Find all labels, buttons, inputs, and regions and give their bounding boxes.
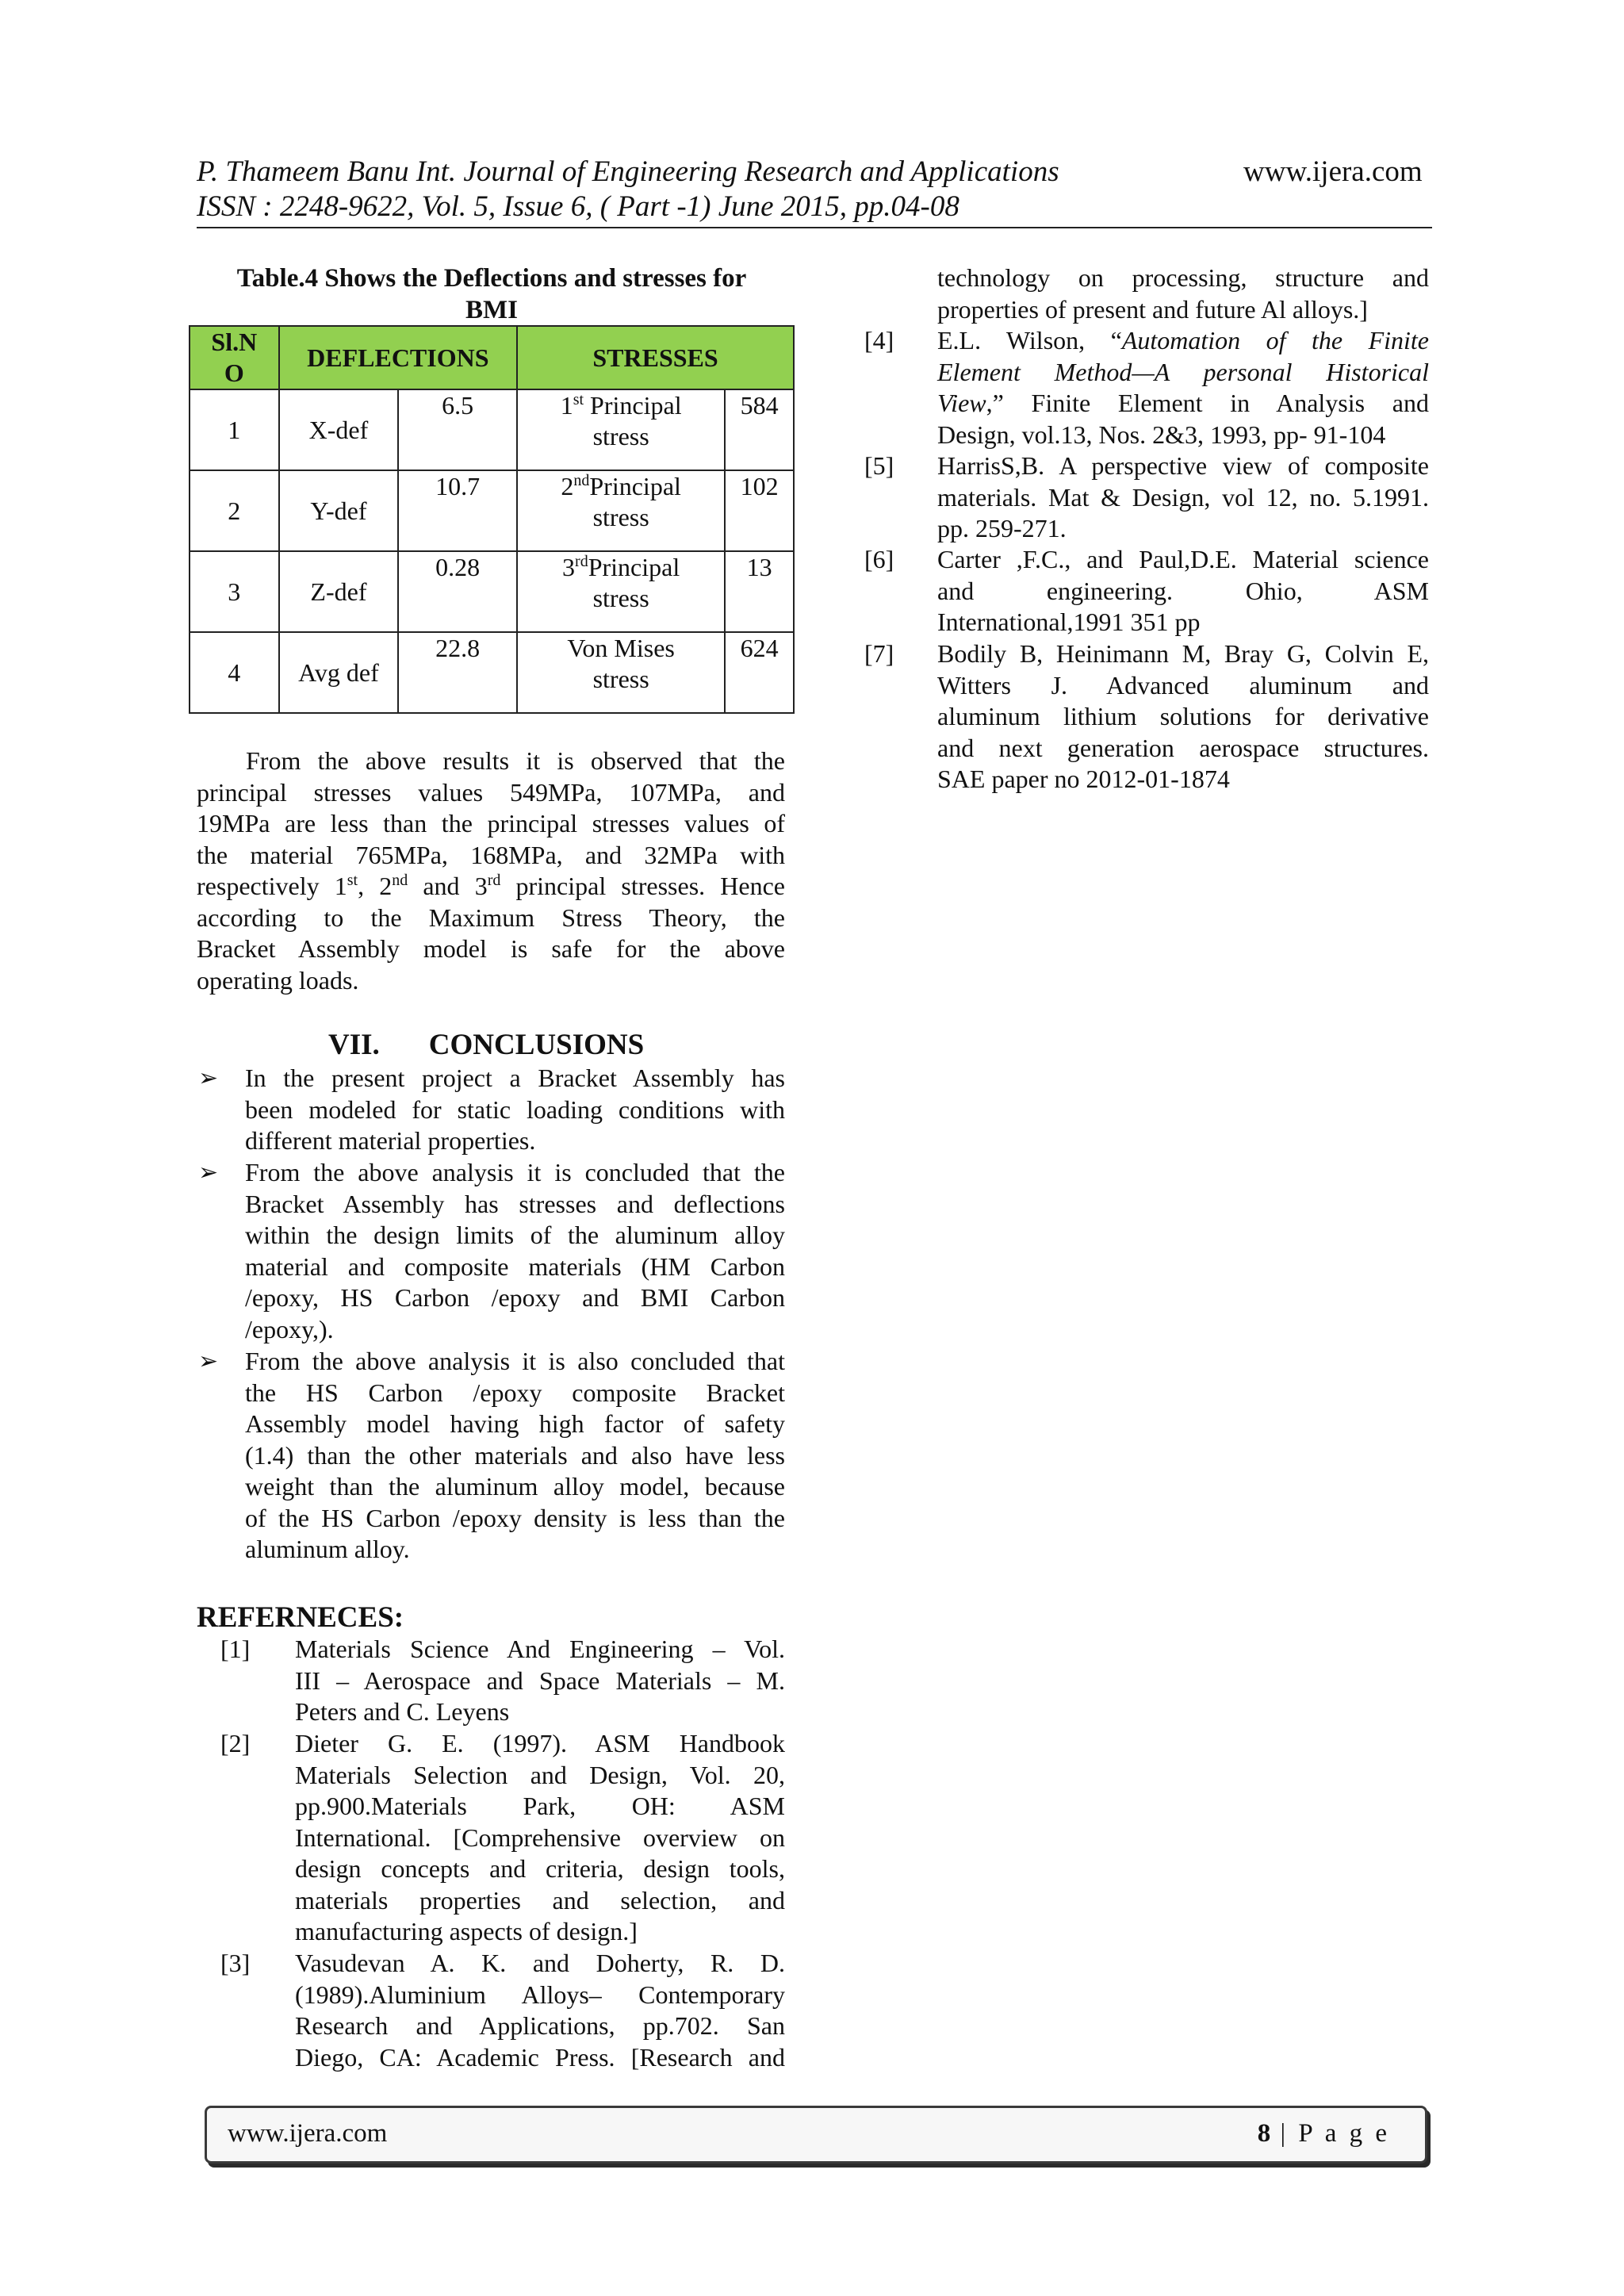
- conclusion-bullet: In the present project a Bracket Assembly has been modeled for static loading conditions with different material properties.: [245, 1064, 785, 1155]
- row-stress-name: 3rdPrincipal stress: [517, 551, 725, 632]
- reference-number: [1]: [220, 1635, 251, 1663]
- page-footer: [205, 2106, 1427, 2164]
- row-stress-value: 102: [725, 470, 794, 551]
- row-stress-name: Von Mises stress: [517, 632, 725, 713]
- row-sl: 2: [190, 470, 279, 551]
- reference-item: Vasudevan A. K. and Doherty, R. D. (1989).Aluminium Alloys– Contemporary Research and Applications, pp.702. San Diego, CA: Academic Press. [Research and: [295, 1949, 785, 2072]
- header-url[interactable]: www.ijera.com: [1243, 155, 1423, 188]
- conclusion-bullet: From the above analysis it is also concluded that the HS Carbon /epoxy composite Bracket Assembly model having high factor of safety (1.4) than the other materials and also have less weight than the aluminum alloy model, because of the HS Carbon /epoxy density is less than the aluminum alloy.: [245, 1347, 785, 1563]
- reference-item-continued: technology on processing, structure and properties of present and future Al alloys.]: [937, 263, 1429, 324]
- reference-item: Bodily B, Heinimann M, Bray G, Colvin E, Witters J. Advanced aluminum and aluminum lithium solutions for derivative and next generation aerospace structures. SAE paper no 2012-01-1874: [937, 639, 1429, 793]
- section-heading: [328, 1028, 644, 1063]
- row-def-name: Avg def: [279, 632, 399, 713]
- table-row: [190, 632, 794, 713]
- table-row: [190, 470, 794, 551]
- reference-number: [4]: [864, 326, 894, 355]
- reference-item: HarrisS,B. A perspective view of composite materials. Mat & Design, vol 12, no. 5.1991. pp. 259-271.: [937, 451, 1429, 542]
- footer-url[interactable]: www.ijera.com: [228, 2119, 388, 2148]
- deflection-stress-table: [189, 325, 795, 714]
- section-number: VII.: [328, 1029, 380, 1061]
- row-stress-value: 584: [725, 389, 794, 470]
- bullet-arrow-icon: ➢: [198, 1159, 219, 1186]
- bullet-arrow-icon: ➢: [198, 1065, 219, 1091]
- reference-number: [5]: [864, 451, 894, 480]
- row-sl: 4: [190, 632, 279, 713]
- header-sl-no: Sl.N O: [190, 326, 279, 389]
- results-paragraph: From the above results it is observed that the principal stresses values 549MPa, 107MPa, and 19MPa are less than the principal stresses values of the material 765MPa, 168MPa, and 32MPa with respectively 1st, 2nd and 3rd principal stresses. Hence according to the Maximum Stress Theory, the Bracket Assembly model is safe for the above operating loads.: [197, 746, 786, 995]
- row-stress-value: 13: [725, 551, 794, 632]
- table-header-row: [190, 326, 794, 389]
- issue-line: ISSN : 2248-9622, Vol. 5, Issue 6, ( Part -1) June 2015, pp.04-08: [197, 190, 959, 223]
- row-sl: 3: [190, 551, 279, 632]
- header-stresses: STRESSES: [517, 326, 794, 389]
- reference-item: E.L. Wilson, “Automation of the Finite Element Method—A personal Historical View,” Finite Element in Analysis and Design, vol.13, Nos. 2&3, 1993, pp- 91-104: [937, 326, 1430, 449]
- row-sl: 1: [190, 389, 279, 470]
- row-def-value: 22.8: [398, 632, 517, 713]
- bullet-arrow-icon: ➢: [198, 1348, 219, 1374]
- reference-number: [2]: [220, 1729, 251, 1757]
- row-stress-name: 2ndPrincipal stress: [517, 470, 725, 551]
- table-row: [190, 551, 794, 632]
- conclusion-bullet: From the above analysis it is concluded that the Bracket Assembly has stresses and deflections within the design limits of the aluminum alloy material and composite materials (HM Carbon /epoxy, HS Carbon /epoxy and BMI Carbon /epoxy,).: [245, 1158, 785, 1343]
- references-heading: REFERNECES:: [197, 1601, 404, 1634]
- reference-item: Dieter G. E. (1997). ASM Handbook Materials Selection and Design, Vol. 20, pp.900.Materials Park, OH: ASM International. [Comprehensive overview on design concepts and criteria, design tools, materials properties and selection, and manufacturing aspects of design.]: [295, 1729, 785, 1945]
- row-def-value: 0.28: [398, 551, 517, 632]
- row-def-name: Y-def: [279, 470, 399, 551]
- reference-number: [3]: [220, 1949, 251, 1977]
- row-stress-name: 1st Principal stress: [517, 389, 725, 470]
- table-row: [190, 389, 794, 470]
- journal-title: P. Thameem Banu Int. Journal of Engineering Research and Applications: [197, 155, 1059, 188]
- row-def-name: X-def: [279, 389, 399, 470]
- header-deflections: DEFLECTIONS: [279, 326, 517, 389]
- row-def-name: Z-def: [279, 551, 399, 632]
- row-def-value: 6.5: [398, 389, 517, 470]
- header-rule: [197, 227, 1432, 228]
- section-title: CONCLUSIONS: [428, 1029, 645, 1061]
- reference-item: Carter ,F.C., and Paul,D.E. Material science and engineering. Ohio, ASM International,1991 351 pp: [937, 545, 1429, 636]
- row-stress-value: 624: [725, 632, 794, 713]
- table-caption: Table.4 Shows the Deflections and stresses for BMI: [236, 264, 747, 324]
- reference-number: [7]: [864, 639, 894, 668]
- row-def-value: 10.7: [398, 470, 517, 551]
- page-number: 8 | P a g e: [1257, 2119, 1390, 2148]
- reference-item: Materials Science And Engineering – Vol. III – Aerospace and Space Materials – M. Peters and C. Leyens: [295, 1635, 785, 1726]
- reference-number: [6]: [864, 545, 894, 573]
